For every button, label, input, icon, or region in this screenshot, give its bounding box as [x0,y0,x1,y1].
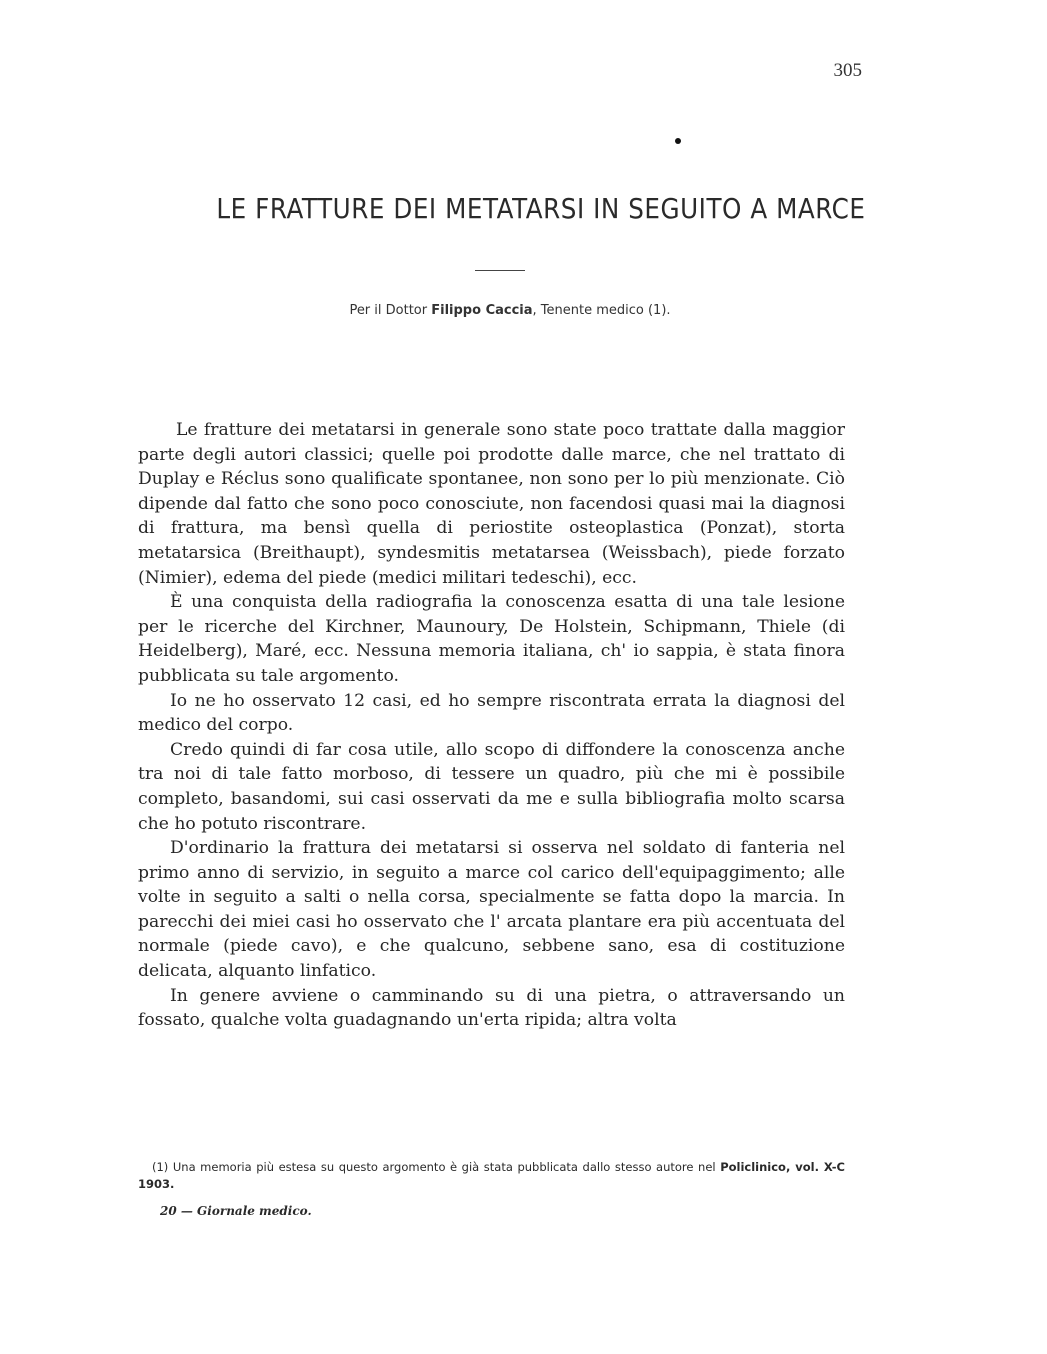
article-body [138,418,845,1033]
ink-speck [675,138,681,144]
paragraph-4: Credo quindi di far cosa utile, allo scopo di diffondere la conoscenza anche tra noi di tale fatto morboso, di tessere un quadro, più che mi è possibile completo, basandomi, sui casi osservati da me e sulla bibliografia molto scarsa che ho potuto riscontrare. [138,739,845,834]
footnote-source: Policlinico, vol. X-C 1903. [138,1160,845,1191]
paragraph-3: Io ne ho osservato 12 casi, ed ho sempre riscontrata errata la diagnosi del medico del corpo. [138,690,845,736]
paragraph-5: D'ordinario la frattura dei metatarsi si osserva nel soldato di fanteria nel primo anno di servizio, in seguito a marce col carico dell'equipaggimento; alle volte in seguito a salti o nella corsa, specialmente se fatta dopo la marcia. In parecchi dei miei casi ho osservato che l' arcata plantare era più accentuata del normale (piede cavo), e che qualcuno, sebbene sano, esa di costituzione delicata, alquanto linfatico. [138,838,845,982]
byline-author: Filippo Caccia [431,303,533,318]
paragraph-6: In genere avviene o camminando su di una pietra, o attraversando un fossato, qualche volta guadagnando un'erta ripida; altra volta [138,985,845,1031]
byline-suffix: , Tenente medico (1). [532,303,671,318]
paragraph-2: È una conquista della radiografia la conoscenza esatta di una tale lesione per le ricerche del Kirchner, Maunoury, De Holstein, Schipmann, Thiele (di Heidelberg), Maré, ecc. Nessuna memoria italiana, ch' io sappia, è stata finora pubblicata su tale argomento. [138,592,845,686]
byline [300,303,720,318]
page-number: 305 [833,60,862,81]
article-title: LE FRATTURE DEI METATARSI IN SEGUITO A MARCE [216,192,866,225]
footnote [138,1159,845,1193]
title-rule [475,270,525,271]
byline-prefix: Per il Dottor [349,303,428,318]
paragraph-1: Le fratture dei metatarsi in generale sono state poco trattate dalla maggior parte degli autori classici; quelle poi prodotte dalle marce, che nel trattato di Duplay e Réclus sono qualificate spontanee, non sono per lo più menzionate. Ciò dipende dal fatto che sono poco conosciute, non facendosi quasi mai la diagnosi di frattura, ma bensì quella di periostite osteoplastica (Ponzat), storta metatarsica (Breithaupt), syndesmitis metatarsea (Weissbach), piede forzato (Nimier), edema del piede (medici militari tedeschi), ecc. [138,420,845,588]
page-signature: 20 — Giornale medico. [160,1204,312,1218]
footnote-text: (1) Una memoria più estesa su questo argomento è già stata pubblicata dallo stesso autore nel [152,1160,716,1174]
